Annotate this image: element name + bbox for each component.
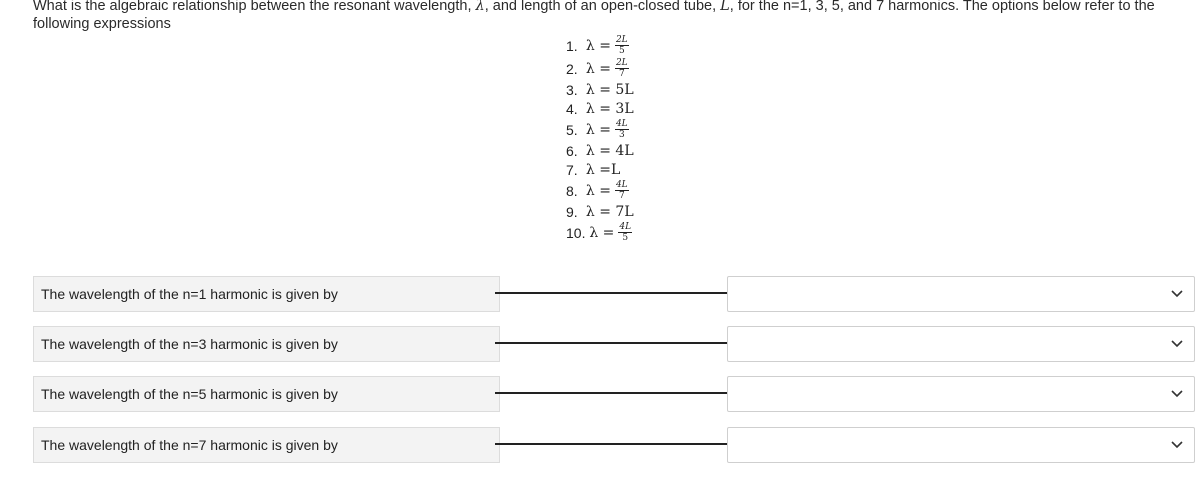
match-row-n3 — [33, 326, 1195, 362]
option-prefix: λ = 7 — [585, 203, 625, 220]
connector-line — [495, 292, 727, 294]
option-fraction — [615, 58, 629, 79]
lambda-symbol: λ — [475, 0, 485, 14]
option-number: 4. — [566, 100, 578, 117]
fraction-numerator: 2L — [615, 35, 628, 45]
option-fraction — [615, 180, 629, 201]
match-row-n5 — [33, 376, 1195, 412]
match-row-n7 — [33, 427, 1195, 463]
question-text — [33, 0, 1183, 33]
option-variable: L — [610, 161, 621, 178]
option-fraction — [618, 222, 632, 243]
option-variable: L — [624, 81, 634, 98]
option-variable: L — [624, 142, 634, 159]
option-number: 7. — [566, 161, 578, 178]
chevron-down-icon — [1170, 336, 1184, 350]
fraction-denominator: 7 — [618, 69, 625, 79]
fraction-numerator: 4L — [615, 119, 628, 129]
option-number: 10. — [566, 224, 586, 241]
chevron-down-icon — [1170, 286, 1184, 300]
option-1 — [566, 34, 686, 57]
connector-line — [495, 342, 727, 344]
option-3 — [566, 80, 686, 99]
option-number: 6. — [566, 142, 578, 159]
question-part1: What is the algebraic relationship between the resonant wavelength, — [33, 0, 476, 14]
fraction-numerator: 4L — [619, 222, 632, 232]
option-fraction — [615, 119, 629, 140]
match-prompt-n3: The wavelength of the n=3 harmonic is given by — [33, 326, 500, 362]
chevron-down-icon — [1170, 386, 1184, 400]
option-6 — [566, 141, 686, 160]
fraction-denominator: 3 — [618, 130, 625, 140]
fraction-numerator: 2L — [615, 58, 628, 68]
option-fraction — [615, 35, 629, 56]
answer-dropdown-n5[interactable] — [727, 376, 1195, 412]
option-7 — [566, 160, 686, 179]
option-8 — [566, 179, 686, 202]
option-prefix: λ = — [585, 37, 611, 54]
option-prefix: λ = 3 — [585, 100, 625, 117]
answer-dropdown-n1[interactable] — [727, 276, 1195, 312]
fraction-denominator: 5 — [622, 233, 629, 243]
option-2 — [566, 57, 686, 80]
option-number: 2. — [566, 60, 578, 77]
match-prompt-n1: The wavelength of the n=1 harmonic is given by — [33, 276, 500, 312]
answer-dropdown-n7[interactable] — [727, 427, 1195, 463]
option-number: 5. — [566, 121, 578, 138]
option-9 — [566, 202, 686, 221]
fraction-denominator: 7 — [618, 191, 625, 201]
option-prefix: λ = — [585, 60, 611, 77]
option-number: 8. — [566, 182, 578, 199]
question-part2: , and length of an open-closed tube, — [484, 0, 721, 14]
option-prefix: λ = — [589, 224, 615, 241]
answer-dropdown-n3[interactable] — [727, 326, 1195, 362]
chevron-down-icon — [1170, 437, 1184, 451]
connector-line — [495, 392, 727, 394]
option-prefix: λ = — [585, 161, 611, 178]
question-part3: , for the n=1, 3, 5, and 7 harmonics. The options below refer to the following expressions — [33, 0, 1155, 32]
option-prefix: λ = — [585, 182, 611, 199]
match-row-n1 — [33, 276, 1195, 312]
option-number: 1. — [566, 37, 578, 54]
expression-options-list — [566, 34, 686, 244]
match-prompt-n5: The wavelength of the n=5 harmonic is given by — [33, 376, 500, 412]
match-prompt-n7: The wavelength of the n=7 harmonic is given by — [33, 427, 500, 463]
option-variable: L — [624, 100, 634, 117]
option-10 — [566, 221, 686, 244]
fraction-denominator: 5 — [618, 46, 625, 56]
connector-line — [495, 443, 727, 445]
option-prefix: λ = 5 — [585, 81, 625, 98]
option-variable: L — [624, 203, 634, 220]
option-number: 9. — [566, 203, 578, 220]
option-prefix: λ = — [585, 121, 611, 138]
option-4 — [566, 99, 686, 118]
option-5 — [566, 118, 686, 141]
length-symbol: L — [720, 0, 730, 14]
option-number: 3. — [566, 81, 578, 98]
fraction-numerator: 4L — [615, 180, 628, 190]
option-prefix: λ = 4 — [585, 142, 625, 159]
